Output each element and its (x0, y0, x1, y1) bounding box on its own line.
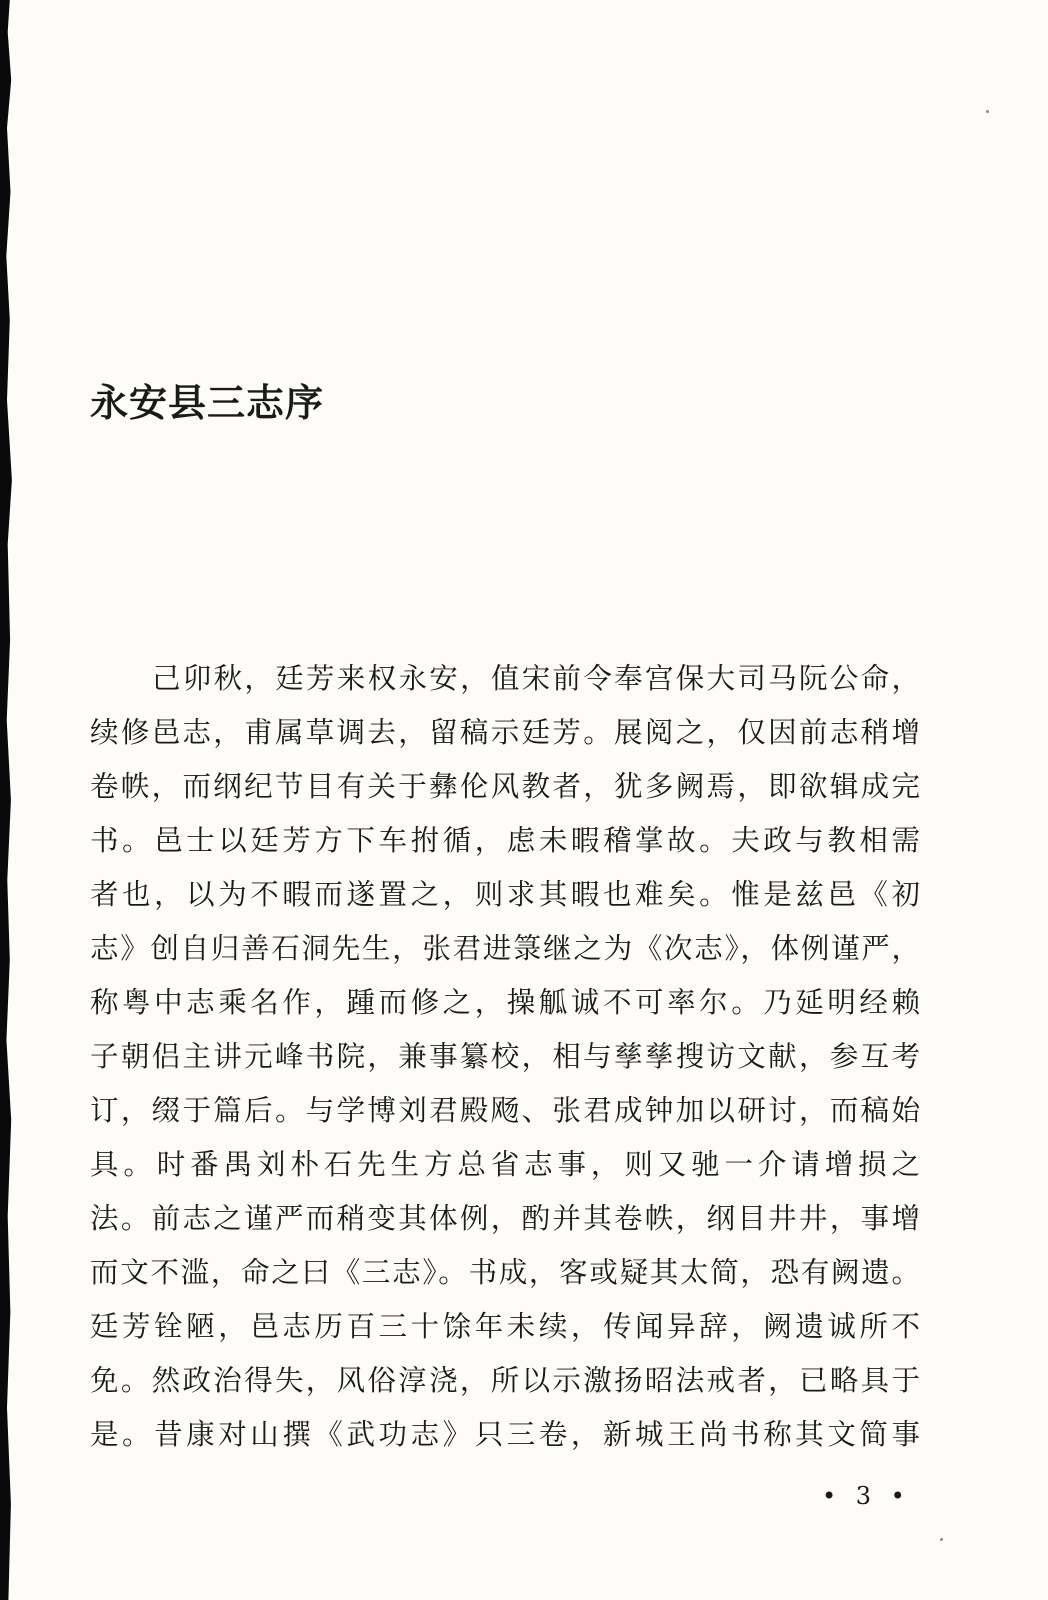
text-line: 续修邑志，甫属草调去，留稿示廷芳。展阅之，仅因前志稍增 (90, 716, 920, 749)
page-number: • 3 • (822, 1482, 911, 1510)
text-line: 称粤中志乘名作，踵而修之，操觚诚不可率尔。乃延明经赖 (90, 986, 920, 1019)
scan-speck (986, 110, 989, 113)
text-line: 是。昔康对山撰《武功志》只三卷，新城王尚书称其文简事 (90, 1418, 920, 1451)
page-left-edge (0, 0, 14, 1600)
text-line: 法。前志之谨严而稍变其体例，酌并其卷帙，纲目井井，事增 (90, 1202, 920, 1235)
scan-speck (940, 1538, 943, 1541)
text-line: 卷帙，而纲纪节目有关于彝伦风教者，犹多阙焉，即欲辑成完 (90, 770, 920, 803)
page-title: 永安县三志序 (90, 380, 325, 425)
text-line: 书。邑士以廷芳方下车拊循，虑未暇稽掌故。夫政与教相需 (90, 824, 920, 857)
text-line: 者也，以为不暇而遂置之，则求其暇也难矣。惟是兹邑《初 (90, 878, 920, 911)
text-line: 子朝侣主讲元峰书院，兼事纂校，相与孳孳搜访文献，参互考 (90, 1040, 920, 1073)
body-text (90, 652, 920, 1462)
text-line: 而文不滥，命之曰《三志》。书成，客或疑其太简，恐有阙遗。 (90, 1256, 920, 1289)
text-line: 免。然政治得失，风俗淳浇，所以示激扬昭法戒者，已略具于 (90, 1364, 920, 1397)
text-line: 订，缀于篇后。与学博刘君殿飏、张君成钟加以研讨，而稿始 (90, 1094, 920, 1127)
text-line: 志》创自归善石洞先生，张君进箓继之为《次志》，体例谨严， (90, 932, 920, 965)
text-line: 具。时番禺刘朴石先生方总省志事，则又驰一介请增损之 (90, 1148, 920, 1181)
text-line: 己卯秋，廷芳来权永安，值宋前令奉宫保大司马阮公命， (152, 662, 920, 695)
text-line: 廷芳铨陋，邑志历百三十馀年未续，传闻异辞，阙遗诚所不 (90, 1310, 920, 1343)
